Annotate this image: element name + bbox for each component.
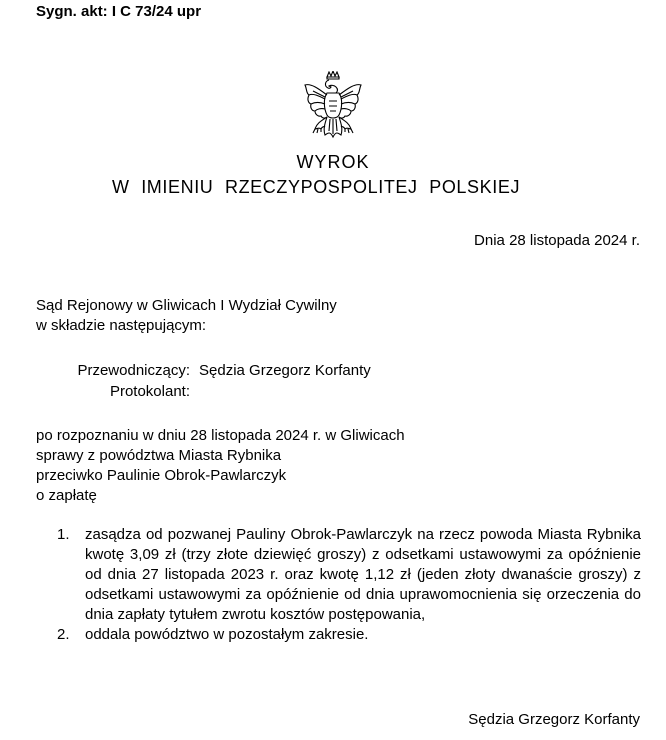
panel-composition xyxy=(36,360,371,402)
judgment-date: Dnia 28 listopada 2024 r. xyxy=(474,232,640,249)
chair-value: Sędzia Grzegorz Korfanty xyxy=(199,362,371,379)
document-title: WYROK xyxy=(296,152,370,172)
chair-label: Przewodniczący: xyxy=(77,362,190,379)
polish-eagle-icon xyxy=(303,71,363,145)
case-line-defendant: przeciwko Paulinie Obrok-Pawlarczyk xyxy=(36,467,287,484)
court-composition-label: w składzie następującym: xyxy=(36,317,207,334)
clerk-label: Protokolant: xyxy=(109,383,190,400)
ruling-item-text: oddala powództwo w pozostałym zakresie. xyxy=(85,626,369,643)
ruling-item-number: 1. xyxy=(57,526,70,543)
court-name: Sąd Rejonowy w Gliwicach I Wydział Cywilny xyxy=(36,297,337,314)
case-line-hearing: po rozpoznaniu w dniu 28 listopada 2024 r. w Gliwicach xyxy=(36,427,405,444)
ruling-item xyxy=(57,625,641,645)
ruling-list xyxy=(57,525,641,645)
case-number: Sygn. akt: I C 73/24 upr xyxy=(36,3,202,20)
case-line-plaintiff: sprawy z powództwa Miasta Rybnika xyxy=(36,447,282,464)
case-details xyxy=(36,426,405,506)
ruling-item-text: zasądza od pozwanej Pauliny Obrok-Pawlarczyk na rzecz powoda Miasta Rybnika kwotę 3,09 zł (trzy złote dziewięć groszy) z odsetkami ustawowymi za opóźnienie od dnia 27 listopada 2023 r. oraz kwotę 1,12 zł (jeden złoty dwanaście groszy) z odsetkami ustawowymi za opóźnienie od dnia uprawomocnienia się orzeczenia do dnia zapłaty tytułem zwrotu kosztów postępowania, xyxy=(85,526,641,623)
panel-chair-row xyxy=(36,360,371,381)
ruling-item xyxy=(57,525,641,625)
judge-signature: Sędzia Grzegorz Korfanty xyxy=(468,711,640,728)
ruling-item-number: 2. xyxy=(57,626,70,643)
document-subtitle: W IMIENIU RZECZYPOSPOLITEJ POLSKIEJ xyxy=(112,177,521,197)
court-info xyxy=(36,296,337,336)
case-line-subject: o zapłatę xyxy=(36,487,97,504)
panel-clerk-row xyxy=(36,381,371,402)
